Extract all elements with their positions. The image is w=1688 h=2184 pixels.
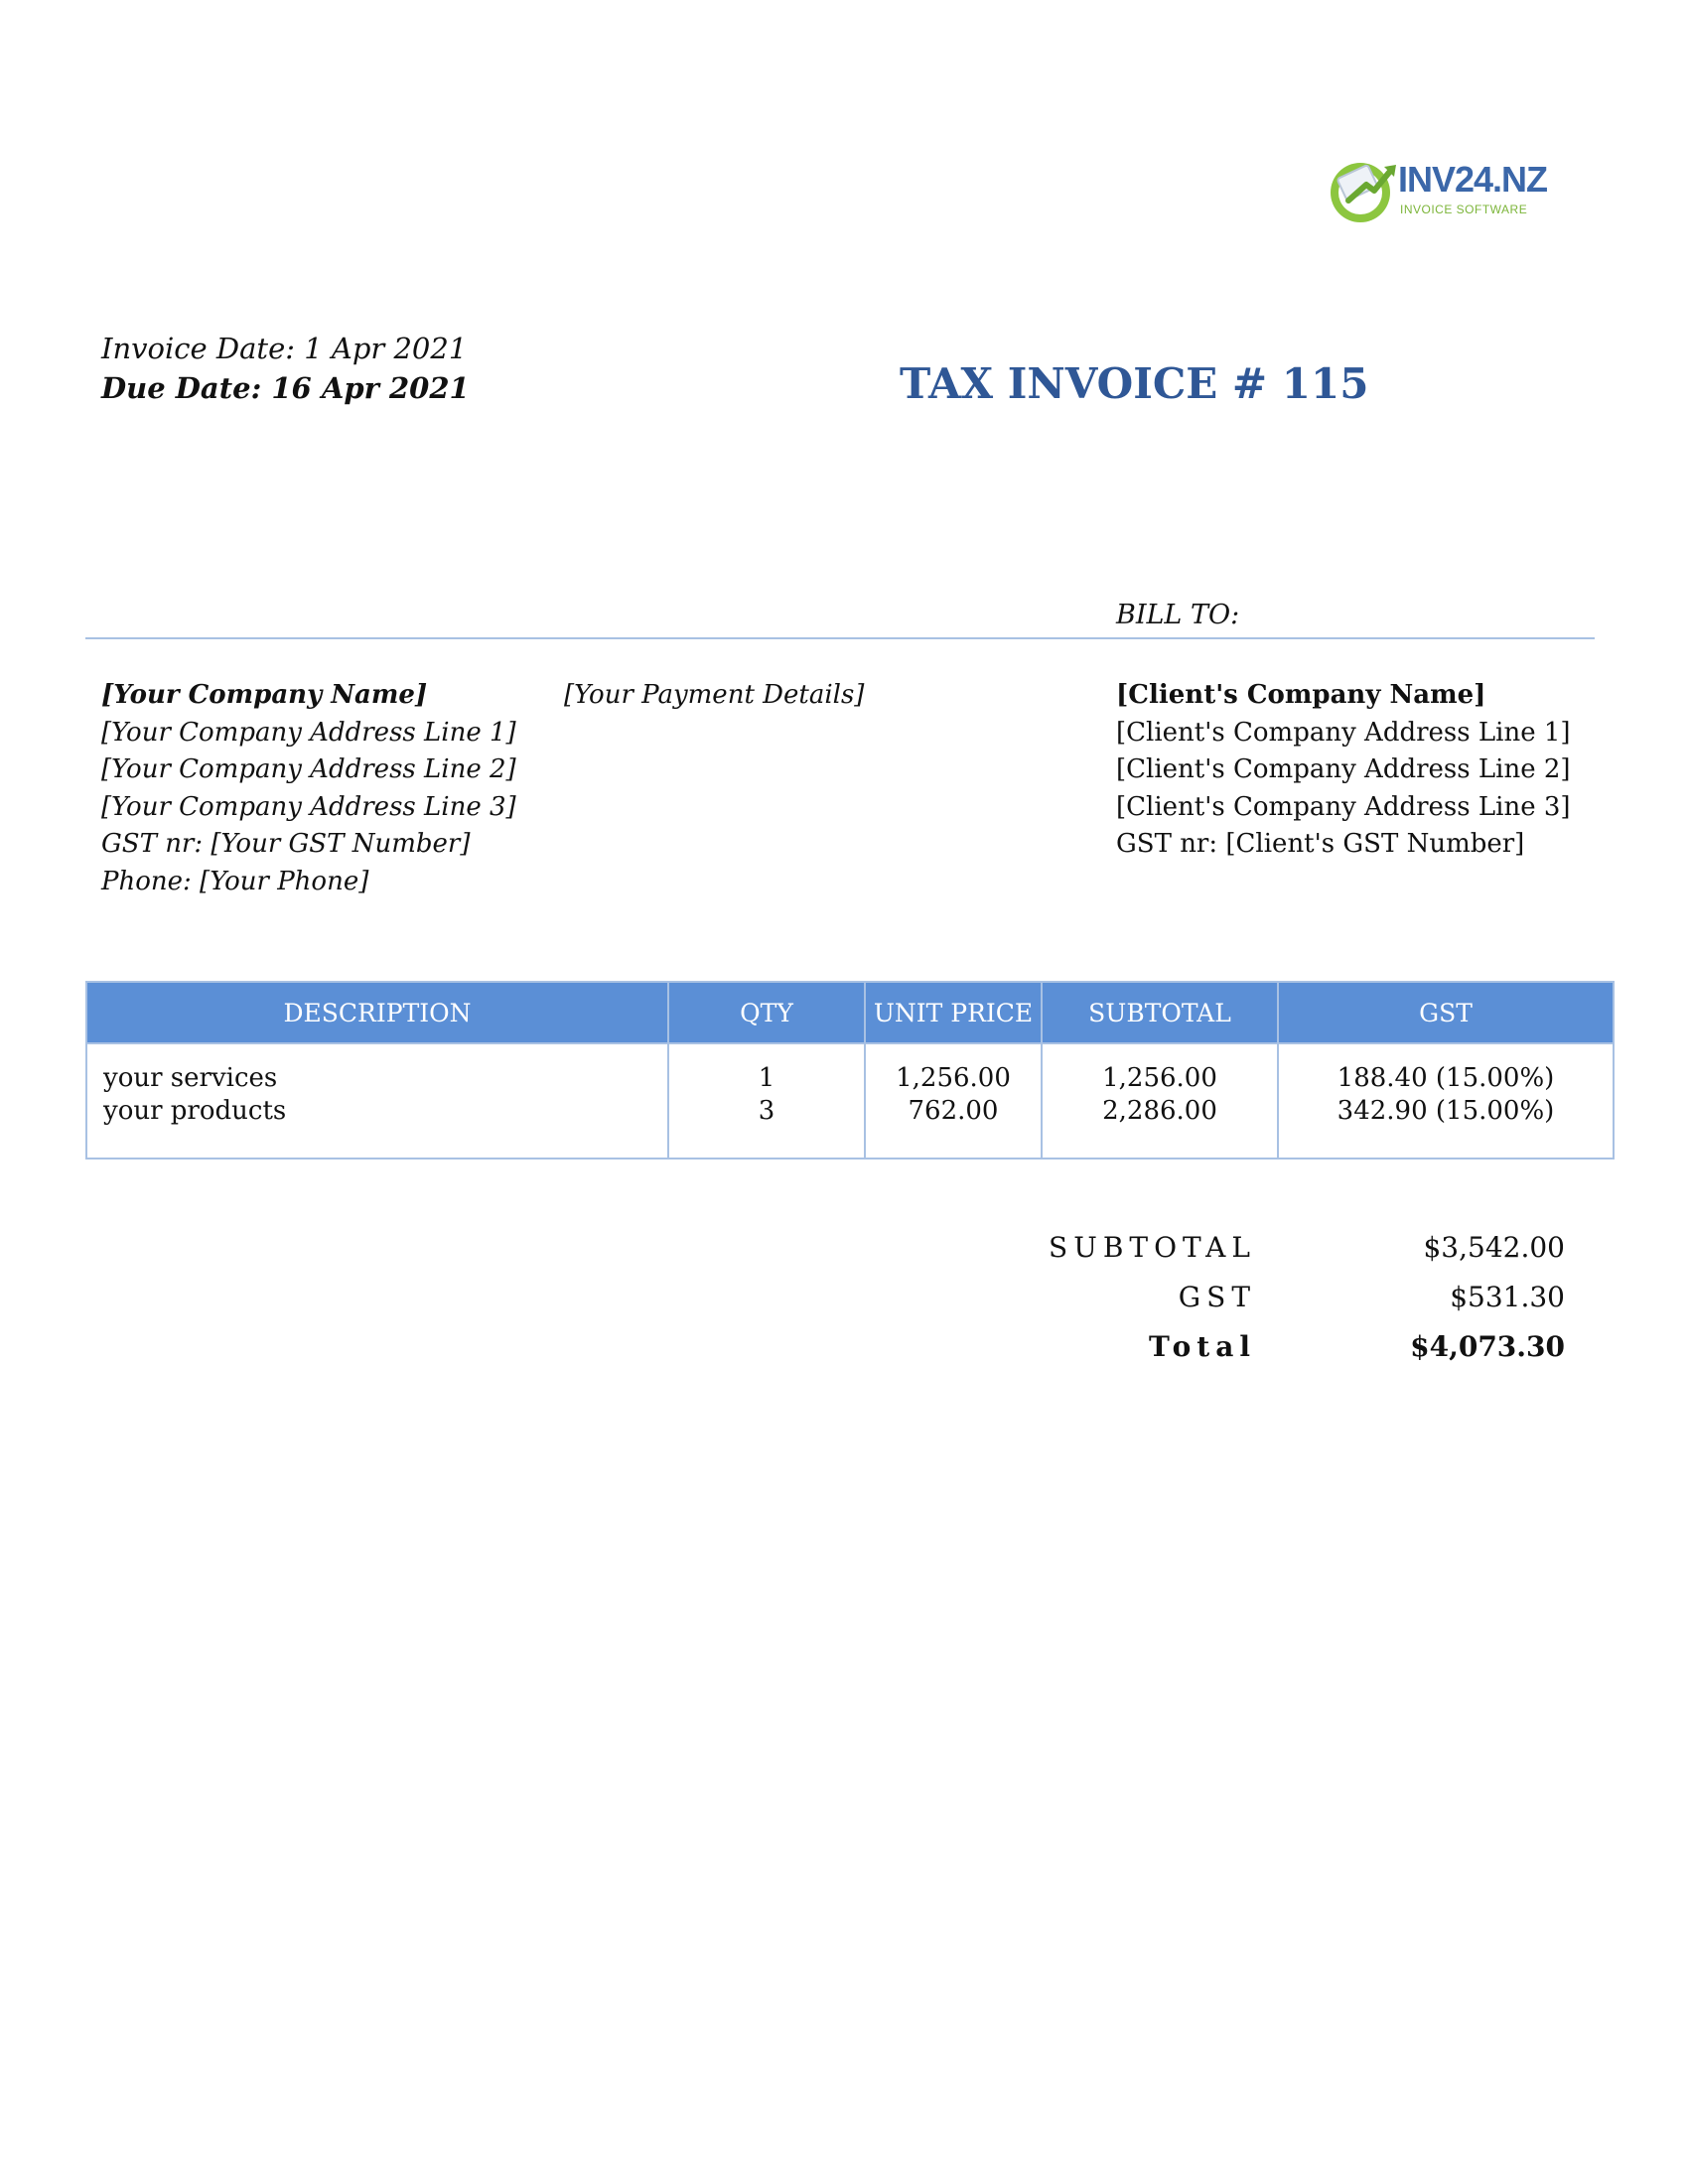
gst-label: GST — [1178, 1281, 1256, 1313]
total-label: Total — [1148, 1330, 1256, 1363]
table-header-row — [86, 982, 1614, 1043]
logo-name: INV24.NZ — [1398, 159, 1548, 200]
client-gst: GST nr: [Client's GST Number] — [1116, 829, 1525, 859]
invoice-title: TAX INVOICE # 115 — [900, 359, 1369, 408]
item-subtotal: 2,286.00 — [1102, 1096, 1217, 1126]
cell-unit-price — [865, 1043, 1042, 1159]
due-date: Due Date: 16 Apr 2021 — [101, 371, 470, 405]
item-gst: 188.40 (15.00%) — [1336, 1063, 1555, 1093]
subtotal-value: $3,542.00 — [1423, 1231, 1565, 1264]
col-gst: GST — [1278, 982, 1614, 1043]
item-qty: 3 — [758, 1096, 775, 1126]
subtotal-label: SUBTOTAL — [1049, 1231, 1256, 1264]
client-block — [1116, 677, 1571, 864]
item-qty: 1 — [758, 1063, 775, 1093]
bill-to-label: BILL TO: — [1116, 600, 1240, 630]
col-subtotal: SUBTOTAL — [1042, 982, 1278, 1043]
col-description: DESCRIPTION — [86, 982, 668, 1043]
cell-qty — [668, 1043, 865, 1159]
seller-gst: GST nr: [Your GST Number] — [101, 829, 471, 859]
item-subtotal: 1,256.00 — [1102, 1063, 1217, 1093]
total-value: $4,073.30 — [1410, 1330, 1565, 1363]
seller-address-line-1: [Your Company Address Line 1] — [101, 717, 516, 748]
client-address-line-3: [Client's Company Address Line 3] — [1116, 791, 1571, 822]
item-unit-price: 762.00 — [908, 1096, 999, 1126]
table-row — [86, 1043, 1614, 1159]
client-name: [Client's Company Name] — [1116, 680, 1486, 710]
seller-name: [Your Company Name] — [101, 680, 428, 710]
item-description: your services — [103, 1063, 278, 1093]
col-qty: QTY — [668, 982, 865, 1043]
cell-gst — [1278, 1043, 1614, 1159]
client-address-line-2: [Client's Company Address Line 2] — [1116, 754, 1571, 784]
seller-phone: Phone: [Your Phone] — [101, 866, 369, 896]
gst-value: $531.30 — [1450, 1281, 1565, 1313]
client-address-line-1: [Client's Company Address Line 1] — [1116, 717, 1571, 748]
cell-subtotal — [1042, 1043, 1278, 1159]
item-gst: 342.90 (15.00%) — [1336, 1096, 1555, 1126]
items-table — [85, 981, 1615, 1160]
cell-description — [86, 1043, 668, 1159]
divider — [85, 637, 1595, 639]
invoice-date: Invoice Date: 1 Apr 2021 — [101, 332, 468, 365]
item-unit-price: 1,256.00 — [896, 1063, 1011, 1093]
seller-address-line-2: [Your Company Address Line 2] — [101, 754, 516, 784]
seller-address-line-3: [Your Company Address Line 3] — [101, 791, 516, 822]
item-description: your products — [103, 1096, 287, 1126]
payment-details: [Your Payment Details] — [564, 680, 865, 710]
seller-block — [101, 677, 516, 900]
col-unit-price: UNIT PRICE — [865, 982, 1042, 1043]
logo-tagline: INVOICE SOFTWARE — [1400, 203, 1528, 216]
